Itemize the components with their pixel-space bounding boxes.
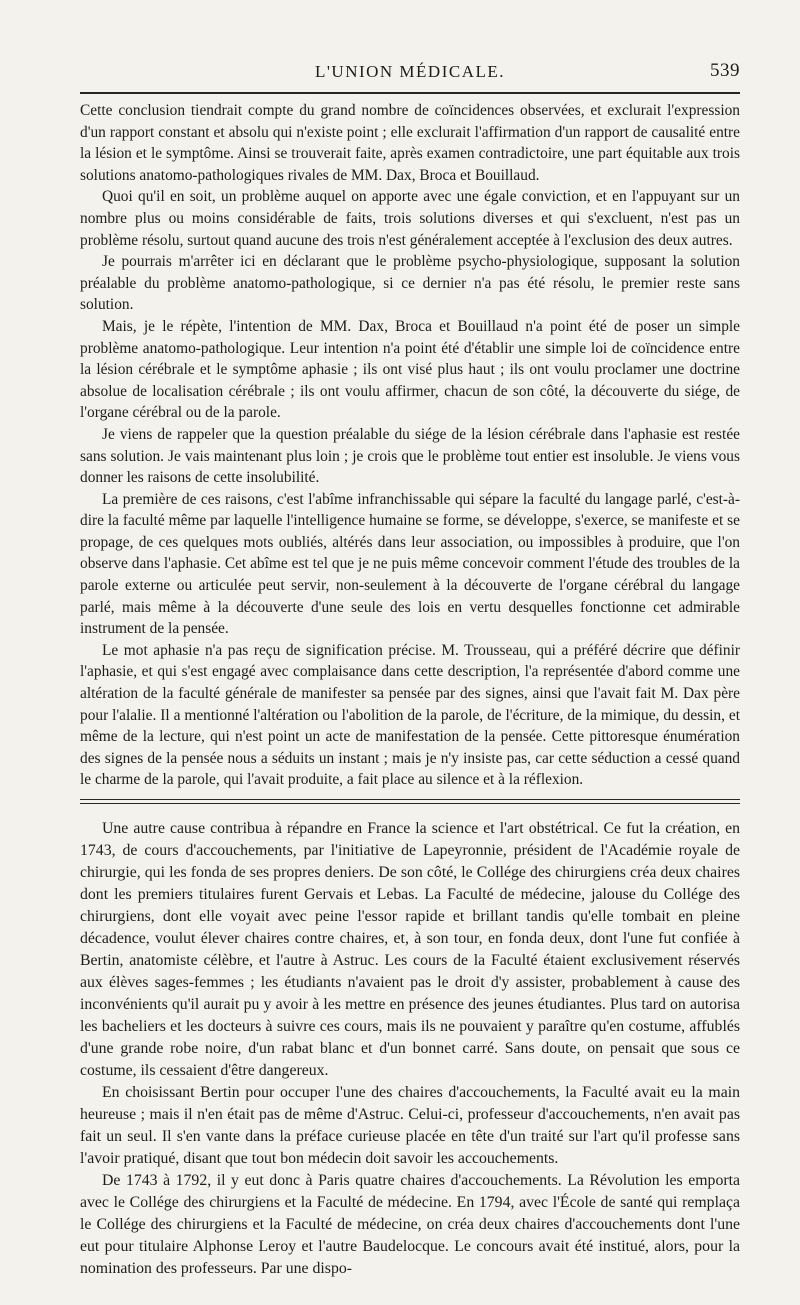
paragraph: Je pourrais m'arrêter ici en déclarant que le problème psycho-physiologique, supposant la solution préalable du problème anatomo-pathologique, si ce dernier n'a pas été résolu, le premier reste sans solution. [80, 253, 740, 314]
paragraph: Cette conclusion tiendrait compte du grand nombre de coïncidences observées, et exclurait l'expression d'un rapport constant et absolu qui n'existe point ; elle exclurait l'affirmation d'un rapport de causalité entre la lésion et le symptôme. Ainsi se trouverait faite, après examen contradictoire, une part équitable aux trois solutions anatomo-pathologiques rivales de MM. Dax, Broca et Bouillaud. [80, 102, 740, 184]
paragraph: Mais, je le répète, l'intention de MM. Dax, Broca et Bouillaud n'a point été de poser un simple problème anatomo-pathologique. Leur intention n'a point été d'établir une simple loi de coïncidence entre la lésion cérébrale et le symptôme aphasie ; ils ont visé plus haut ; ils ont voulu proclamer une doctrine absolue de localisation cérébrale ; ils ont voulu affirmer, chacun de son côté, la découverte du siége, de l'organe cérébral ou de la parole. [80, 317, 740, 422]
article-continuation [80, 100, 740, 791]
paragraph: Une autre cause contribua à répandre en France la science et l'art obstétrical. Ce fut la création, en 1743, de cours d'accouchements, par l'initiative de Lapeyronnie, président de l'Académie royale de chirurgie, qui les fonda de ses propres deniers. De son côté, le Collége des chirurgiens créa deux chaires dont les premiers titulaires furent Gervais et Lebas. La Faculté de médecine, jalouse du Collége des chirurgiens, dont elle voyait avec peine l'essor rapide et brillant tandis qu'elle tombait en pleine décadence, voulut élever chaires contre chaires, et, à son tour, en fonda deux, dont l'une fut confiée à Bertin, anatomiste célèbre, et l'autre à Astruc. Les cours de la Faculté étaient exclusivement réservés aux élèves sages-femmes ; les étudiants n'avaient pas le droit d'y assister, probablement à cause des inconvénients qu'il aurait pu y avoir à les mettre en présence des jeunes étudiantes. Plus tard on autorisa les bacheliers et les docteurs à suivre ces cours, mais ils ne pouvaient y paraître qu'en costume, affublés d'une grande robe noire, d'un rabat blanc et d'un bonnet carré. Sans doute, on pensait que sous ce costume, ils cessaient d'être dangereux. [80, 820, 740, 1079]
paragraph: De 1743 à 1792, il y eut donc à Paris quatre chaires d'accouchements. La Révolution les emporta avec le Collége des chirurgiens et la Faculté de médecine. En 1794, avec l'École de santé qui remplaça le Collége des chirurgiens et la Faculté de médecine, on créa deux chaires d'accouchements dont l'une eut pour titulaire Alphonse Leroy et l'autre Baudelocque. Le concours avait été institué, alors, pour la nomination des professeurs. Par une dispo- [80, 1172, 740, 1277]
running-title: L'UNION MÉDICALE. [314, 62, 506, 81]
paragraph: La première de ces raisons, c'est l'abîme infranchissable qui sépare la faculté du langage parlé, c'est-à-dire la faculté même par laquelle l'intelligence humaine se forme, se développe, s'exerce, se manifeste et se propage, de ces quelques mots oubliés, altérés dans leur association, ou impossibles à produire, que l'on observe dans l'aphasie. Cet abîme est tel que je ne puis même concevoir comment l'étude des troubles de la parole externe ou articulée peut servir, non-seulement à la découverte de l'organe cérébral du langage parlé, mais même à la découverte d'une seule des lois en vertu desquelles fonctionne cet admirable instrument de la pensée. [80, 490, 740, 638]
paragraph: En choisissant Bertin pour occuper l'une des chaires d'accouchements, la Faculté avait eu la main heureuse ; mais il n'en était pas de même d'Astruc. Celui-ci, professeur d'accouchements, n'en avait pas fait un seul. Il s'en vante dans la préface curieuse placée en tête d'un traité sur l'art qu'il professe sans l'avoir pratiqué, disant que tout bon médecin doit savoir les accouchements. [80, 1084, 740, 1167]
paragraph: Je viens de rappeler que la question préalable du siége de la lésion cérébrale dans l'aphasie est restée sans solution. Je vais maintenant plus loin ; je crois que le problème tout entier est insoluble. Je viens vous donner les raisons de cette insolubilité. [80, 425, 740, 487]
page-number: 539 [710, 60, 740, 81]
feuilleton-section [80, 818, 740, 1280]
page-header [80, 58, 740, 88]
header-rule [80, 92, 740, 94]
section-divider [80, 799, 740, 804]
paragraph: Quoi qu'il en soit, un problème auquel on apporte avec une égale conviction, et en l'appuyant sur un nombre plus ou moins considérable de faits, trois solutions diverses et qui s'excluent, n'est pas un problème résolu, surtout quand aucune des trois n'est généralement acceptée à l'exclusion des deux autres. [80, 188, 740, 249]
paragraph: Le mot aphasie n'a pas reçu de signification précise. M. Trousseau, qui a préféré décrire que définir l'aphasie, et qui s'est engagé avec complaisance dans cette description, l'a représentée d'abord comme une altération de la faculté générale de manifester sa pensée par des signes, ainsi que l'avait fait M. Dax père pour l'alalie. Il a mentionné l'altération ou l'abolition de la parole, de l'écriture, de la mimique, du dessin, et même de la lecture, qui n'est point un acte de manifestation de la pensée. Cette pittoresque énumération des signes de la pensée nous a séduits un instant ; mais je n'y insiste pas, car cette séduction a cessé quand le charme de la parole, qui l'avait produite, a fait place au silence et à la réflexion. [80, 641, 740, 789]
